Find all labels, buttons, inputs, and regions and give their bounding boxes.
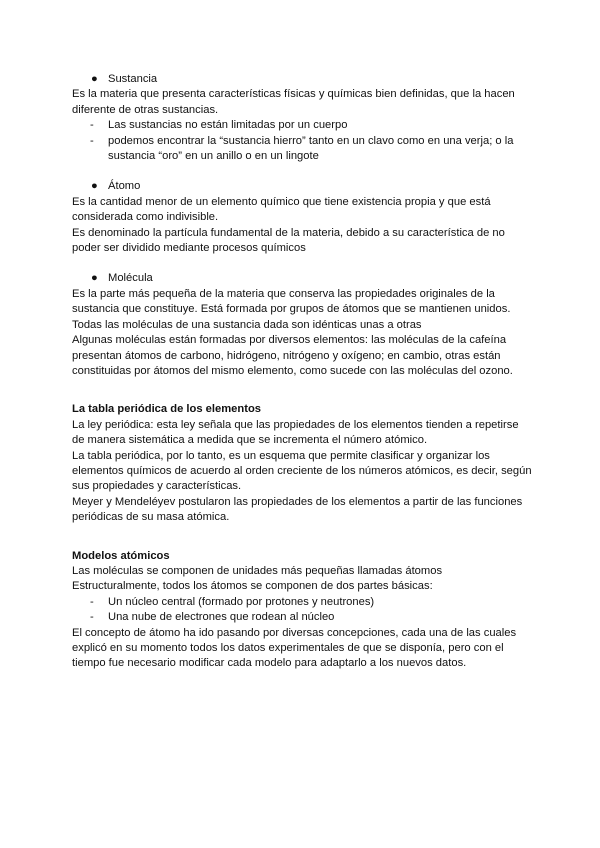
dash-icon: - — [90, 611, 94, 624]
list-item-text: Un núcleo central (formado por protones y neutrones) — [108, 595, 375, 608]
section-title: Átomo — [108, 180, 141, 193]
paragraph: La ley periódica: esta ley señala que las propiedades de los elementos tienden a repetirse de manera sistemática a medida que se incrementa el número atómico. — [72, 418, 519, 447]
heading-modelos-atomicos: Modelos atómicos — [72, 549, 170, 562]
heading-tabla-periodica: La tabla periódica de los elementos — [72, 403, 262, 416]
bullet-icon: ● — [91, 73, 98, 85]
section-heading-molecula — [72, 271, 532, 286]
document-page — [72, 72, 532, 672]
paragraph: Es la parte más pequeña de la materia que conserva las propiedades originales de la sustancia que constituye. Está formada por grupos de átomos que se mantienen unidos. — [72, 287, 511, 316]
dash-list — [72, 118, 532, 164]
paragraph: Es la materia que presenta características físicas y químicas bien definidas, que la hacen diferente de otras sustancias. — [72, 88, 515, 116]
dash-icon: - — [90, 134, 94, 147]
paragraph: Algunas moléculas están formadas por diversos elementos: las moléculas de la cafeína presentan átomos de carbono, hidrógeno, nitrógeno y oxígeno; en cambio, otras están constituidas por átomos del mismo elemento, como sucede con las moléculas del ozono. — [72, 334, 513, 377]
paragraph: El concepto de átomo ha ido pasando por diversas concepciones, cada una de las cuales explicó en su momento todos los datos experimentales de que se disponía, pero con el tiempo fue necesario modificar cada modelo para adaptarlo a los nuevos datos. — [72, 626, 517, 670]
list-item-text: Una nube de electrones que rodean al núcleo — [108, 611, 335, 624]
paragraph: Todas las moléculas de una sustancia dada son idénticas unas a otras — [72, 318, 422, 331]
section-heading-sustancia — [72, 72, 532, 87]
section-heading-atomo — [72, 179, 532, 194]
list-item-text: Las sustancias no están limitadas por un cuerpo — [108, 119, 348, 132]
paragraph: Es denominado la partícula fundamental de la materia, debido a su característica de no poder ser dividido mediante procesos químicos — [72, 226, 505, 255]
paragraph: Meyer y Mendeléyev postularon las propiedades de los elementos a partir de las funciones periódicas de su masa atómica. — [72, 495, 523, 524]
paragraph: Estructuralmente, todos los átomos se componen de dos partes básicas: — [72, 580, 433, 593]
section-title: Molécula — [108, 272, 153, 285]
list-item — [72, 134, 532, 165]
dash-icon: - — [90, 595, 94, 608]
paragraph: Es la cantidad menor de un elemento químico que tiene existencia propia y que está considerada como indivisible. — [72, 195, 491, 224]
dash-list — [72, 595, 532, 626]
paragraph: La tabla periódica, por lo tanto, es un esquema que permite clasificar y organizar los elementos químicos de acuerdo al orden creciente de los números atómicos, es decir, según sus propiedades y características. — [72, 449, 532, 493]
section-title: Sustancia — [108, 73, 158, 85]
bullet-icon: ● — [91, 180, 98, 193]
bullet-icon: ● — [91, 272, 98, 285]
dash-icon: - — [90, 119, 94, 132]
list-item — [72, 610, 532, 625]
list-item — [72, 595, 532, 610]
paragraph: Las moléculas se componen de unidades más pequeñas llamadas átomos — [72, 564, 443, 577]
list-item — [72, 118, 532, 133]
list-item-text: podemos encontrar la “sustancia hierro” tanto en un clavo como en una verja; o la sustancia “oro” en un anillo o en un lingote — [108, 134, 514, 163]
